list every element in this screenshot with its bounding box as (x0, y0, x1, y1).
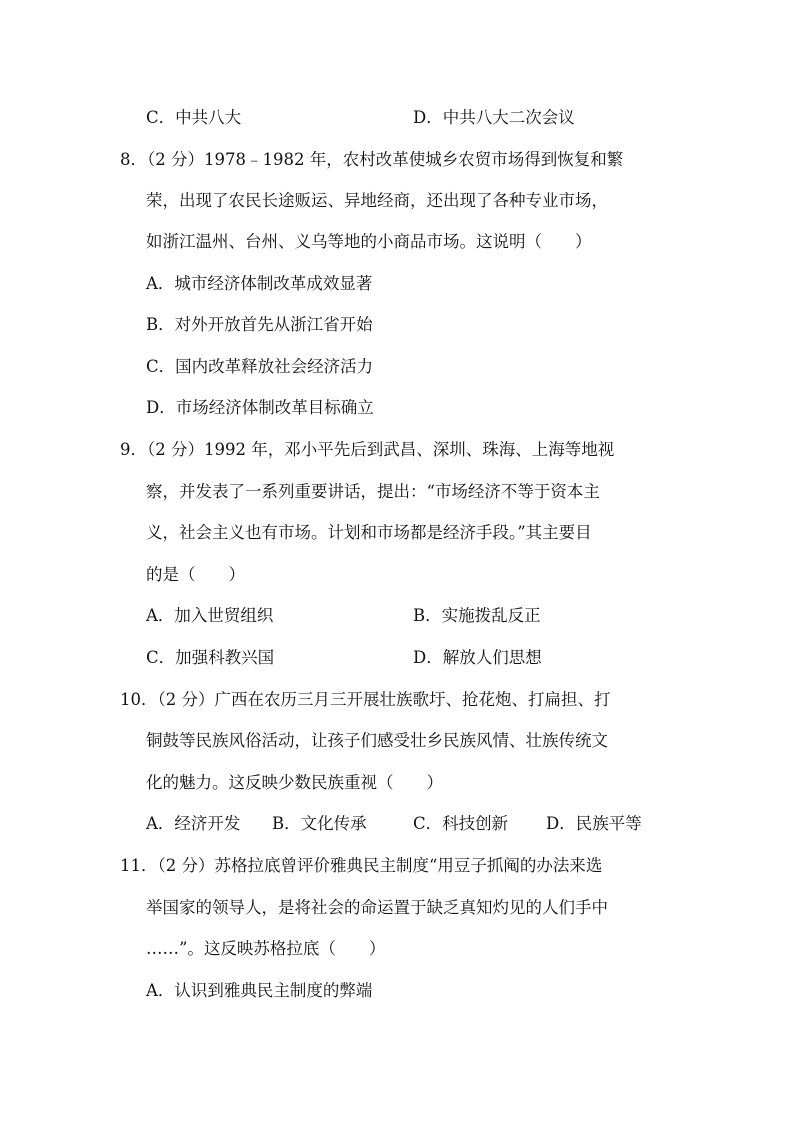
question-number: 11． (120, 856, 158, 875)
q7-option-d[interactable]: D．中共八大二次会议 (413, 108, 575, 127)
q10-option-a[interactable]: A．经济开发 (146, 814, 241, 833)
q7-option-c[interactable]: C．中共八大 (146, 108, 242, 127)
q8-option-d[interactable]: D．市场经济体制改革目标确立 (146, 398, 374, 417)
q8-stem-line-2: 荣，出现了农民长途贩运、异地经商，还出现了各种专业市场， (146, 191, 608, 210)
q8-option-c[interactable]: C．国内改革释放社会经济活力 (146, 357, 374, 376)
question-score: （2 分） (157, 856, 215, 875)
q9-option-b[interactable]: B．实施拨乱反正 (413, 606, 541, 625)
q9-option-d[interactable]: D．解放人们思想 (413, 648, 542, 667)
q10-stem-line-2: 铜鼓等民族风俗活动，让孩子们感受壮乡民族风情、壮族传统文 (146, 731, 608, 750)
q8-option-a[interactable]: A．城市经济体制改革成效显著 (146, 274, 373, 293)
q10-stem-line-1: 10．（2 分）广西在农历三月三开展壮族歌圩、抢花炮、打扁担、打 (120, 690, 611, 709)
q9-stem-line-2: 察，并发表了一系列重要讲话，提出：“市场经济不等于资本主 (146, 482, 600, 501)
question-score: （2 分） (147, 150, 204, 169)
q8-stem-line-1: 8．（2 分）1978﹣1982 年，农村改革使城乡农贸市场得到恢复和繁 (120, 150, 624, 169)
q11-stem-line-2: 举国家的领导人，是将社会的命运置于缺乏真知灼见的人们手中 (146, 898, 608, 917)
q10-stem-line-3: 化的魅力。这反映少数民族重视（ ） (146, 773, 443, 792)
q9-stem-line-4: 的是（ ） (146, 565, 245, 584)
q8-stem-line-3: 如浙江温州、台州、义乌等地的小商品市场。这说明（ ） (146, 232, 592, 251)
q11-option-a[interactable]: A．认识到雅典民主制度的弊端 (146, 981, 373, 1000)
q9-option-c[interactable]: C．加强科教兴国 (146, 648, 275, 667)
q10-option-b[interactable]: B．文化传承 (272, 814, 367, 833)
q11-stem-line-3: ……”。这反映苏格拉底（ ） (146, 939, 386, 958)
question-score: （2 分） (147, 440, 204, 459)
question-score: （2 分） (157, 690, 215, 709)
q9-stem-line-3: 义，社会主义也有市场。计划和市场都是经济手段。”其主要目 (146, 523, 592, 542)
question-number: 9． (120, 440, 147, 459)
q10-option-c[interactable]: C．科技创新 (413, 814, 509, 833)
q11-stem-line-1: 11．（2 分）苏格拉底曾评价雅典民主制度“用豆子抓阄的办法来选 (120, 856, 603, 875)
question-number: 10． (120, 690, 158, 709)
q9-option-a[interactable]: A．加入世贸组织 (146, 606, 274, 625)
question-number: 8． (120, 150, 147, 169)
q10-option-d[interactable]: D．民族平等 (546, 814, 642, 833)
q8-option-b[interactable]: B．对外开放首先从浙江省开始 (146, 315, 373, 334)
q9-stem-line-1: 9．（2 分）1992 年，邓小平先后到武昌、深圳、珠海、上海等地视 (120, 440, 615, 459)
